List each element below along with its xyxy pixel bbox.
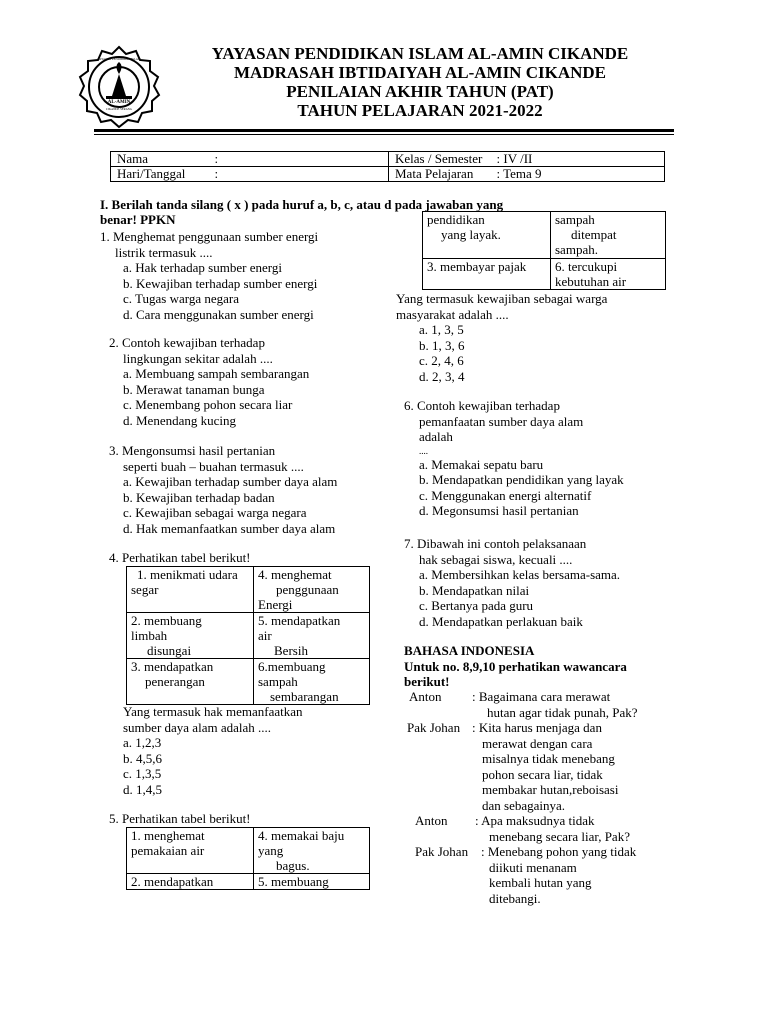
option-a[interactable]: a. Membuang sampah sembarangan	[123, 366, 310, 381]
question-stem: adalah	[419, 429, 453, 444]
utterance: menebang secara liar, Pak?	[489, 828, 630, 844]
logo-name: AL-AMIN	[107, 100, 131, 105]
nama-label: Nama	[117, 151, 149, 166]
utterance: merawat dengan cara	[482, 735, 593, 751]
option-d[interactable]: d. Hak memanfaatkan sumber daya alam	[123, 520, 336, 536]
option-c[interactable]: c. Menembang pohon secara liar	[123, 397, 293, 412]
table-cell: 6. tercukupi kebutuhan air	[551, 259, 666, 290]
utterance: dan sebagainya.	[482, 797, 566, 813]
question-4-table	[126, 566, 370, 705]
option-c[interactable]: c. Menggunakan energi alternatif	[419, 487, 592, 503]
option-d[interactable]: d. Mendapatkan perlakuan baik	[419, 613, 583, 629]
nama-cell[interactable]	[111, 152, 389, 167]
question-stem: 1. Menghemat penggunaan sumber energi	[100, 229, 319, 244]
question-6	[404, 398, 684, 519]
question-1	[100, 229, 400, 322]
header-divider-thin	[94, 134, 674, 135]
question-text: sumber daya alam adalah ....	[123, 719, 271, 735]
utterance: pohon secara liar, tidak	[482, 766, 603, 782]
option-d[interactable]: d. Megonsumsi hasil pertanian	[419, 503, 579, 518]
option-a[interactable]: a. Memakai sepatu baru	[419, 456, 544, 472]
kelas-label: Kelas / Semester	[395, 151, 483, 166]
table-cell: 3. mendapatkan penerangan	[127, 659, 254, 705]
kelas-cell	[389, 152, 665, 167]
table-cell: 5. membuang	[254, 874, 370, 890]
speaker: Pak Johan	[407, 720, 461, 735]
option-a[interactable]: a. Hak terhadap sumber energi	[123, 260, 282, 275]
speaker: Anton	[415, 813, 448, 828]
utterance: diikuti menanam	[489, 859, 577, 875]
logo-arc-text: YAYASAN PENDIDIKAN ISLAM	[97, 57, 141, 61]
nama-colon: :	[214, 151, 219, 166]
utterance: misalnya tidak menebang	[482, 751, 615, 766]
mapel-value: : Tema 9	[496, 166, 542, 181]
question-stem: listrik termasuk ....	[115, 244, 213, 260]
section-title: BAHASA INDONESIA	[404, 643, 535, 658]
question-text: Yang termasuk kewajiban sebagai warga	[396, 291, 608, 306]
kelas-value: : IV /II	[496, 151, 533, 166]
hari-label: Hari/Tanggal	[117, 166, 186, 181]
question-stem: 6. Contoh kewajiban terhadap	[404, 398, 560, 413]
utterance: hutan agar tidak punah, Pak?	[487, 704, 638, 720]
school-logo	[76, 44, 162, 130]
table-cell: 4. menghemat penggunaan Energi	[254, 567, 370, 613]
question-5-table-part1	[126, 827, 370, 890]
option-b[interactable]: b. 4,5,6	[123, 750, 162, 766]
utterance: : Menebang pohon yang tidak	[481, 844, 637, 859]
utterance: : Kita harus menjaga dan	[472, 720, 602, 735]
utterance: ditebangi.	[489, 890, 541, 906]
table-cell: pendidikan yang layak.	[423, 212, 551, 259]
question-text: masyarakat adalah ....	[396, 306, 509, 322]
question-stem: ....	[419, 445, 428, 456]
header-academic-year: TAHUN PELAJARAN 2021-2022	[297, 101, 543, 120]
table-cell: 2. mendapatkan	[127, 874, 254, 890]
option-c[interactable]: c. Kewajiban sebagai warga negara	[123, 505, 307, 520]
option-c[interactable]: c. Bertanya pada guru	[419, 598, 534, 613]
header-foundation-name: YAYASAN PENDIDIKAN ISLAM AL-AMIN CIKANDE	[211, 44, 629, 63]
hari-cell[interactable]	[111, 167, 389, 182]
question-7	[404, 536, 684, 629]
header-exam-title: PENILAIAN AKHIR TAHUN (PAT)	[286, 82, 554, 101]
speaker: Anton	[409, 689, 442, 704]
question-stem: hak sebagai siswa, kecuali ....	[419, 551, 573, 567]
option-d[interactable]: d. 1,4,5	[123, 781, 162, 797]
question-stem: pemanfaatan sumber daya alam	[419, 413, 584, 429]
instruction-line2: benar! PPKN	[100, 212, 176, 227]
option-d[interactable]: d. Menendang kucing	[123, 412, 237, 428]
option-a[interactable]: a. 1, 3, 5	[419, 322, 464, 337]
option-b[interactable]: b. Mendapatkan nilai	[419, 582, 530, 598]
question-4-stem: 4. Perhatikan tabel berikut!	[109, 550, 251, 565]
option-b[interactable]: b. Mendapatkan pendidikan yang layak	[419, 472, 624, 487]
utterance: kembali hutan yang	[489, 875, 592, 890]
option-d[interactable]: d. Cara menggunakan sumber energi	[123, 306, 314, 322]
question-stem: 3. Mengonsumsi hasil pertanian	[109, 443, 276, 458]
hari-colon: :	[214, 166, 219, 181]
section-instruction: berikut!	[404, 674, 450, 689]
utterance: : Apa maksudnya tidak	[475, 813, 595, 828]
question-text: Yang termasuk hak memanfaatkan	[123, 704, 303, 719]
student-identity-table	[110, 151, 665, 182]
utterance: membakar hutan,reboisasi	[482, 782, 619, 797]
table-cell: sampah ditempat sampah.	[551, 212, 666, 259]
option-d[interactable]: d. 2, 3, 4	[419, 368, 465, 384]
option-b[interactable]: b. Kewajiban terhadap badan	[123, 489, 275, 505]
table-cell: 4. memakai baju yang bagus.	[254, 828, 370, 874]
bahasa-section	[404, 643, 684, 690]
option-b[interactable]: b. 1, 3, 6	[419, 337, 465, 353]
question-5-after	[396, 291, 676, 384]
instruction-line1: I. Berilah tanda silang ( x ) pada huruf a, b, c, atau d pada jawaban yang	[100, 197, 504, 212]
mapel-cell	[389, 167, 665, 182]
table-cell: 2. membuang limbah disungai	[127, 613, 254, 659]
question-stem: lingkungan sekitar adalah ....	[123, 350, 273, 366]
option-a[interactable]: a. 1,2,3	[123, 735, 162, 750]
mapel-label: Mata Pelajaran	[395, 166, 474, 181]
question-stem: seperti buah – buahan termasuk ....	[123, 458, 304, 474]
utterance: : Bagaimana cara merawat	[472, 689, 611, 704]
question-4-after	[123, 704, 373, 797]
section-instruction: Untuk no. 8,9,10 perhatikan wawancara	[404, 658, 627, 674]
question-5-table-part2	[422, 211, 666, 290]
table-cell: 5. mendapatkan air Bersih	[254, 613, 370, 659]
question-3	[109, 443, 409, 536]
table-cell: 3. membayar pajak	[423, 259, 551, 290]
dialogue	[407, 689, 687, 906]
question-stem: 7. Dibawah ini contoh pelaksanaan	[404, 536, 587, 551]
option-b[interactable]: b. Merawat tanaman bunga	[123, 381, 265, 397]
option-b[interactable]: b. Kewajiban terhadap sumber energi	[123, 275, 318, 291]
dialogue-turn	[407, 720, 687, 813]
dialogue-turn	[407, 813, 687, 844]
option-a[interactable]: a. Kewajiban terhadap sumber daya alam	[123, 474, 338, 489]
option-a[interactable]: a. Membersihkan kelas bersama-sama.	[419, 567, 621, 582]
header-school-name: MADRASAH IBTIDAIYAH AL-AMIN CIKANDE	[234, 63, 606, 82]
question-stem: 2. Contoh kewajiban terhadap	[109, 335, 265, 350]
option-c[interactable]: c. 2, 4, 6	[419, 353, 464, 368]
option-c[interactable]: c. Tugas warga negara	[123, 291, 240, 306]
speaker: Pak Johan	[415, 844, 469, 859]
logo-sub-text: CIKANDE SERANG	[105, 107, 133, 111]
table-cell: 1. menghemat pemakaian air	[127, 828, 254, 874]
question-2	[109, 335, 409, 428]
header-divider-thick	[94, 129, 674, 132]
dialogue-turn	[407, 689, 687, 720]
question-5-stem: 5. Perhatikan tabel berikut!	[109, 811, 251, 826]
table-cell: 1. menikmati udara segar	[127, 567, 254, 613]
option-c[interactable]: c. 1,3,5	[123, 766, 162, 781]
table-cell: 6.membuang sampah sembarangan	[254, 659, 370, 705]
dialogue-turn	[407, 844, 687, 906]
